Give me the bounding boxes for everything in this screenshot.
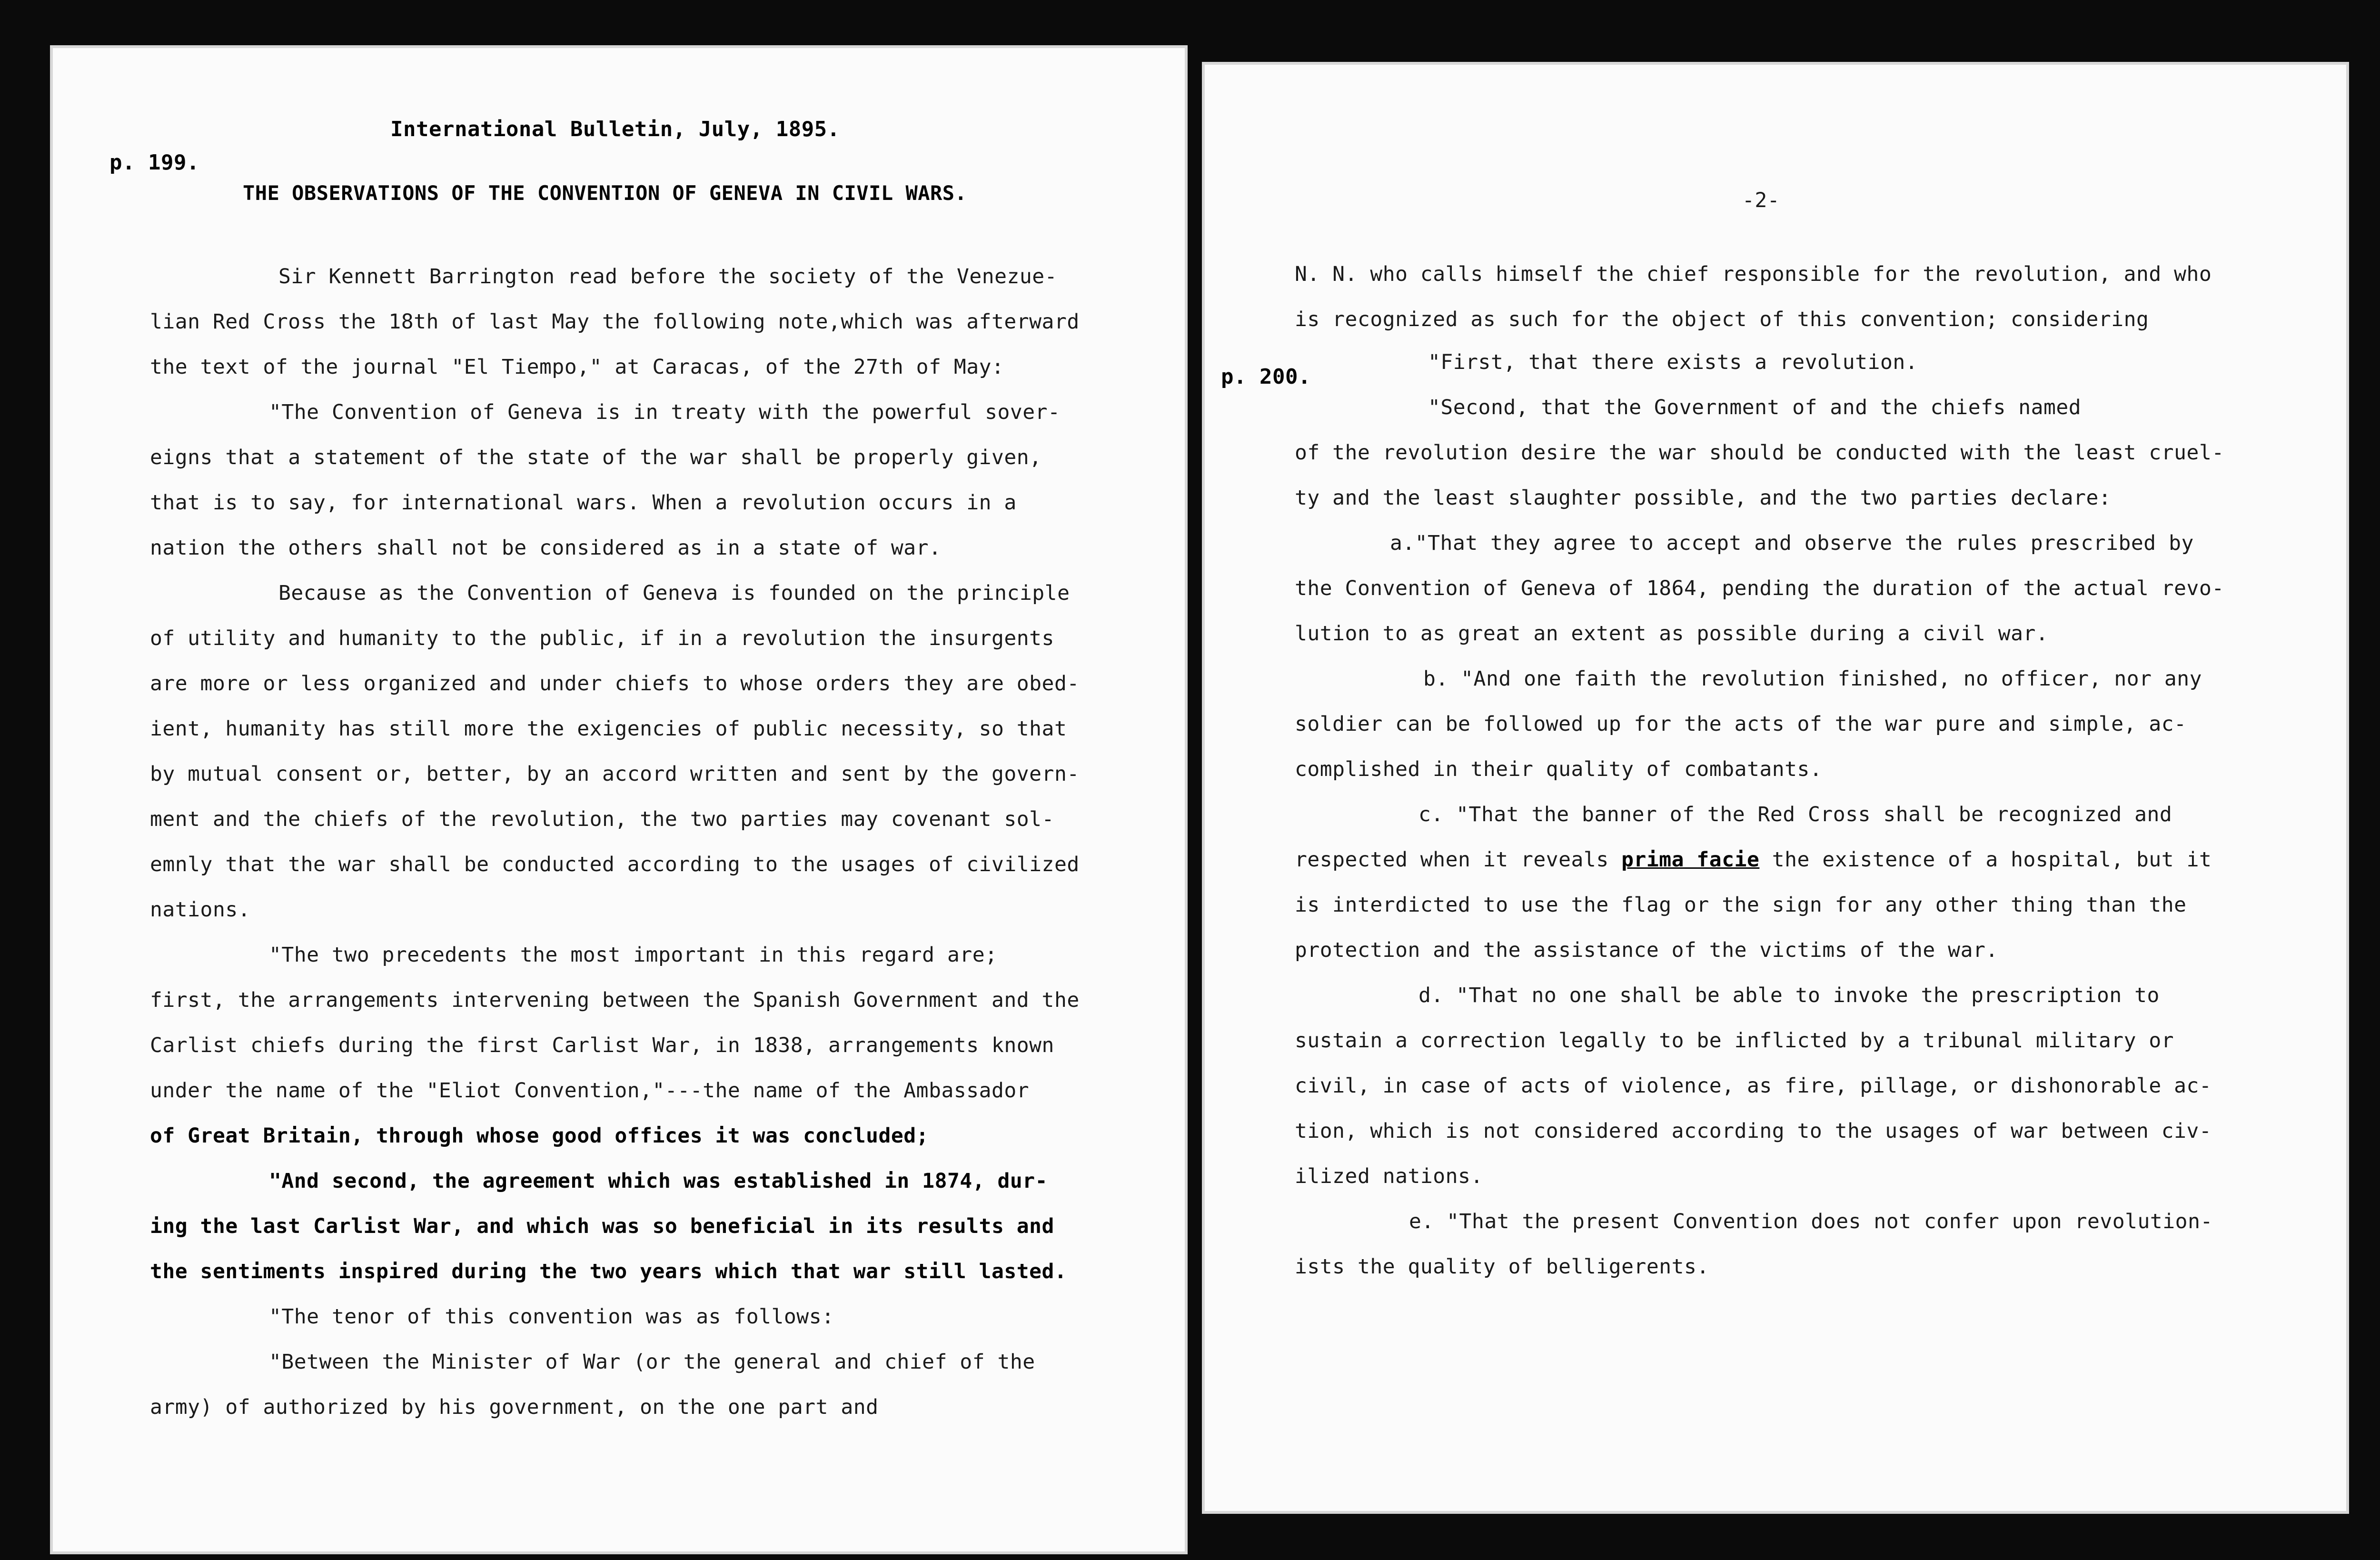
left-page	[50, 45, 1188, 1554]
text-line: nation the others shall not be considered as in a state of war.	[150, 536, 942, 560]
text-line: sustain a correction legally to be inflicted by a tribunal military or	[1295, 1029, 2174, 1053]
text-line: "First, that there exists a revolution.	[1428, 350, 1918, 374]
text-line: Carlist chiefs during the first Carlist War, in 1838, arrangements known	[150, 1033, 1054, 1057]
text-line: is interdicted to use the flag or the sign for any other thing than the	[1295, 893, 2187, 917]
text-line: lution to as great an extent as possible during a civil war.	[1295, 622, 2049, 646]
text-line: b. "And one faith the revolution finished, no officer, nor any	[1423, 667, 2202, 691]
text-line: lian Red Cross the 18th of last May the following note,which was afterward	[150, 310, 1080, 334]
text-line: soldier can be followed up for the acts of the war pure and simple, ac-	[1295, 712, 2187, 736]
text-line: first, the arrangements intervening between the Spanish Government and the	[150, 988, 1080, 1012]
text-line: d. "That no one shall be able to invoke the prescription to	[1418, 984, 2160, 1007]
text-line: ing the last Carlist War, and which was so beneficial in its results and	[150, 1214, 1054, 1238]
text-line: eigns that a statement of the state of the war shall be properly given,	[150, 446, 1042, 469]
text-fragment: the existence of a hospital, but it	[1759, 848, 2212, 872]
text-line: by mutual consent or, better, by an accord written and sent by the govern-	[150, 762, 1080, 786]
page-reference: p. 200.	[1221, 365, 1311, 389]
text-line: of utility and humanity to the public, if in a revolution the insurgents	[150, 626, 1054, 650]
text-line: the text of the journal "El Tiempo," at Caracas, of the 27th of May:	[150, 355, 1004, 379]
text-line: "The two precedents the most important in this regard are;	[269, 943, 998, 967]
text-line: tion, which is not considered according to the usages of war between civ-	[1295, 1119, 2212, 1143]
text-line: of the revolution desire the war should be conducted with the least cruel-	[1295, 441, 2224, 465]
text-line: army) of authorized by his government, on the one part and	[150, 1395, 879, 1419]
text-line: "Between the Minister of War (or the general and chief of the	[269, 1350, 1035, 1374]
text-line: under the name of the "Eliot Convention,"---the name of the Ambassador	[150, 1079, 1030, 1103]
text-line: protection and the assistance of the victims of the war.	[1295, 938, 1998, 962]
text-line: N. N. who calls himself the chief responsible for the revolution, and who	[1295, 262, 2212, 286]
text-line: "And second, the agreement which was established in 1874, dur-	[269, 1169, 1048, 1193]
text-line: Because as the Convention of Geneva is founded on the principle	[278, 581, 1070, 605]
bulletin-header: International Bulletin, July, 1895.	[390, 117, 840, 141]
right-page	[1202, 62, 2349, 1514]
text-line: is recognized as such for the object of this convention; considering	[1295, 308, 2149, 331]
text-line: e. "That the present Convention does not confer upon revolution-	[1409, 1210, 2213, 1233]
text-line: "The tenor of this convention was as follows:	[269, 1305, 834, 1329]
text-line: nations.	[150, 898, 251, 922]
document-title: THE OBSERVATIONS OF THE CONVENTION OF GENEVA IN CIVIL WARS.	[243, 181, 967, 205]
text-line: civil, in case of acts of violence, as fire, pillage, or dishonorable ac-	[1295, 1074, 2212, 1098]
text-line: are more or less organized and under chiefs to whose orders they are obed-	[150, 672, 1080, 696]
text-line: Sir Kennett Barrington read before the society of the Venezue-	[278, 265, 1058, 288]
text-line: ty and the least slaughter possible, and the two parties declare:	[1295, 486, 2112, 510]
text-line: emnly that the war shall be conducted according to the usages of civilized	[150, 853, 1080, 876]
text-line: that is to say, for international wars. When a revolution occurs in a	[150, 491, 1017, 515]
text-line: "The Convention of Geneva is in treaty with the powerful sover-	[269, 400, 1061, 424]
text-fragment: respected when it reveals	[1295, 848, 1622, 872]
text-line: ists the quality of belligerents.	[1295, 1255, 1709, 1279]
text-line: ilized nations.	[1295, 1164, 1483, 1188]
prima-facie-emphasis: prima facie	[1621, 848, 1760, 872]
text-line: the Convention of Geneva of 1864, pending the duration of the actual revo-	[1295, 576, 2224, 600]
text-line: a."That they agree to accept and observe the rules prescribed by	[1390, 531, 2194, 555]
text-line: ment and the chiefs of the revolution, the two parties may covenant sol-	[150, 807, 1054, 831]
text-line: complished in their quality of combatants.	[1295, 757, 1823, 781]
text-line: ient, humanity has still more the exigencies of public necessity, so that	[150, 717, 1067, 741]
page-reference: p. 199.	[109, 150, 199, 175]
text-line: c. "That the banner of the Red Cross shall be recognized and	[1418, 803, 2172, 826]
text-line	[1295, 850, 2211, 870]
text-line: of Great Britain, through whose good offices it was concluded;	[150, 1124, 929, 1148]
text-line: "Second, that the Government of and the chiefs named	[1428, 396, 2082, 419]
text-line: the sentiments inspired during the two years which that war still lasted.	[150, 1260, 1067, 1283]
page-number: -2-	[1742, 189, 1780, 212]
